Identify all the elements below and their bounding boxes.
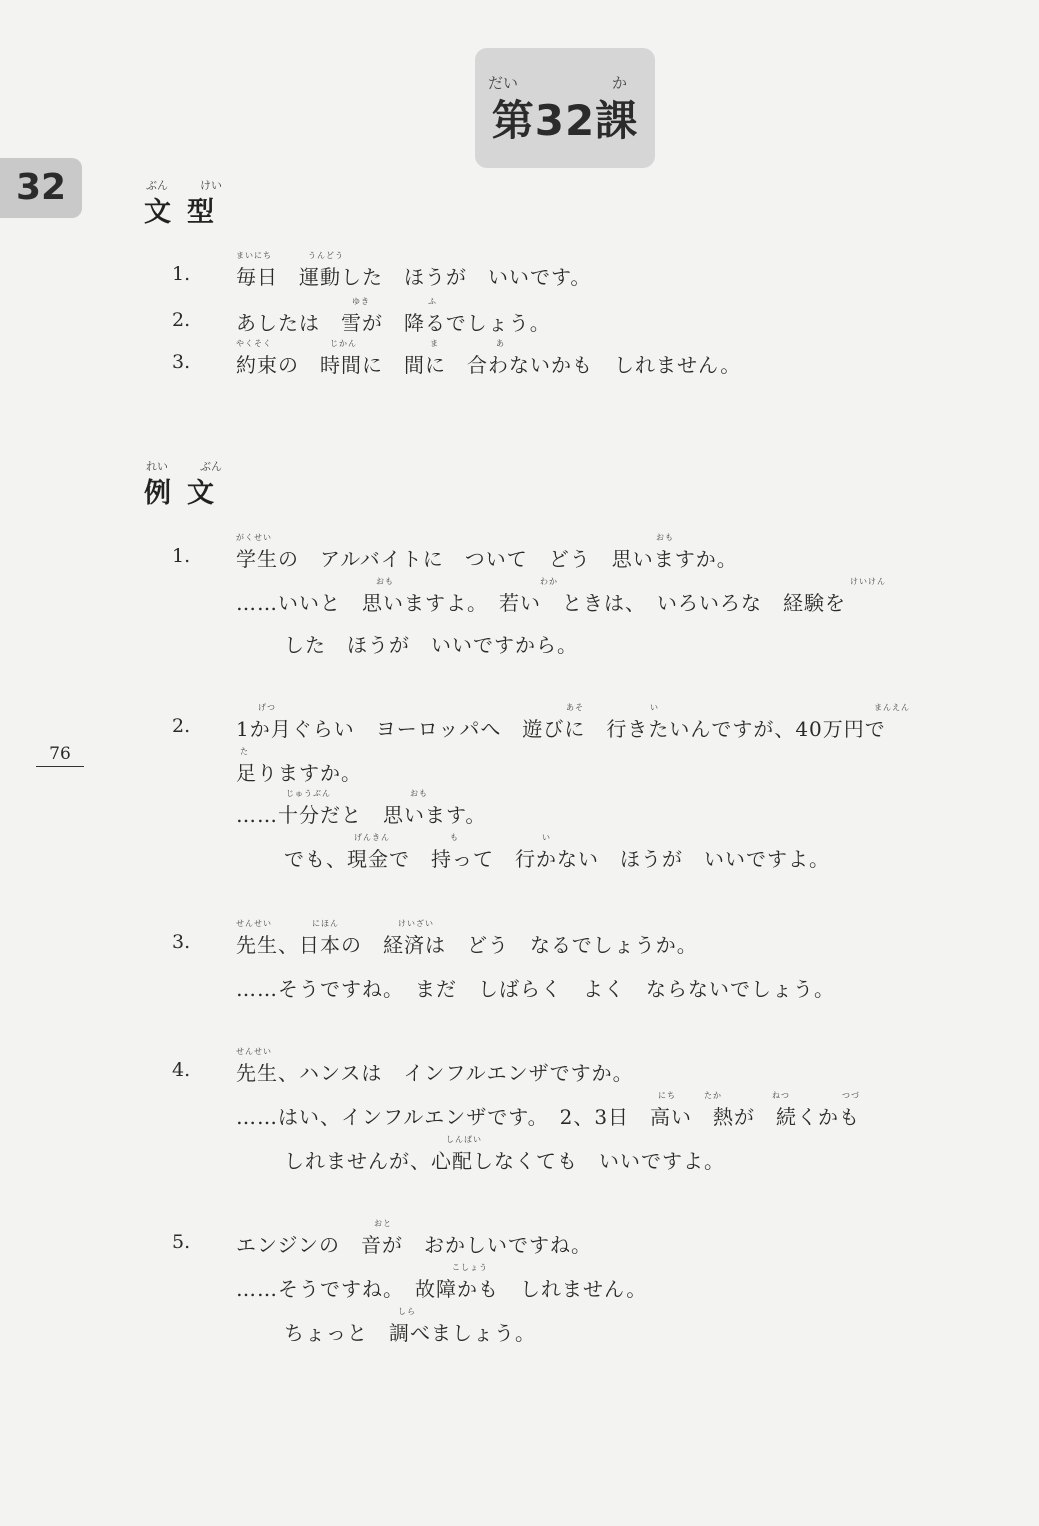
ruby: けいざい	[398, 919, 434, 928]
reibun-furigana-bun: ぶん	[200, 460, 222, 473]
ruby: じかん	[330, 339, 357, 348]
bunkei-furigana-kei: けい	[200, 179, 222, 192]
example-number: 1.	[172, 545, 191, 567]
ruby: けいけん	[850, 577, 886, 586]
ruby: がくせい	[236, 533, 272, 542]
example-line: しれませんが、心配しなくても いいですよ。	[284, 1149, 725, 1173]
ruby: じゅうぶん	[286, 789, 331, 798]
ruby: おも	[376, 577, 394, 586]
ruby: にほん	[312, 919, 339, 928]
example-line: 学生の アルバイトに ついて どう 思いますか。	[236, 547, 738, 571]
ruby: げんきん	[354, 833, 390, 842]
ruby: わか	[540, 577, 558, 586]
ruby: まいにち	[236, 251, 272, 260]
chapter-side-tab: 32	[0, 158, 82, 218]
ruby: たか	[704, 1091, 722, 1100]
ruby: しら	[398, 1307, 416, 1316]
section-heading-reibun: 例文	[144, 478, 230, 509]
reibun-furigana-rei: れい	[146, 460, 168, 473]
ruby: うんどう	[308, 251, 344, 260]
ruby: まんえん	[874, 703, 910, 712]
ruby: やくそく	[236, 339, 272, 348]
example-line: エンジンの 音が おかしいですね。	[236, 1233, 592, 1257]
lesson-title: 第32課	[491, 96, 639, 145]
example-number: 2.	[172, 715, 191, 737]
example-number: 4.	[172, 1059, 191, 1081]
example-line: ……そうですね。 まだ しばらく よく ならないでしょう。	[236, 977, 835, 1001]
ruby: せんせい	[236, 919, 272, 928]
ruby: せんせい	[236, 1047, 272, 1056]
ruby: ゆき	[352, 297, 370, 306]
ruby: しんぱい	[446, 1135, 482, 1144]
example-line: でも、現金で 持って 行かない ほうが いいですよ。	[284, 847, 830, 871]
ruby: い	[650, 703, 659, 712]
example-line: 先生、日本の 経済は どう なるでしょうか。	[236, 933, 698, 957]
example-line: 先生、ハンスは インフルエンザですか。	[236, 1061, 634, 1085]
ruby: ねつ	[772, 1091, 790, 1100]
ruby: ま	[430, 339, 439, 348]
ruby: おも	[656, 533, 674, 542]
example-line: 足りますか。	[236, 761, 362, 785]
ruby: げつ	[258, 703, 276, 712]
lesson-furigana-dai: だい	[488, 74, 519, 92]
ruby: い	[542, 833, 551, 842]
ruby: おも	[410, 789, 428, 798]
ruby: た	[240, 747, 249, 756]
example-line: ……十分だと 思います。	[236, 803, 487, 827]
bunkei-furigana-bun: ぶん	[146, 179, 168, 192]
bunkei-sentence: 毎日 運動した ほうが いいです。	[236, 265, 592, 289]
bunkei-sentence: 約束の 時間に 間に 合わないかも しれません。	[236, 353, 742, 377]
example-line: 1か月ぐらい ヨーロッパへ 遊びに 行きたいんですが、40万円で	[236, 717, 886, 741]
example-line: ……いいと 思いますよ。 若い ときは、 いろいろな 経験を	[236, 591, 846, 615]
ruby: あそ	[566, 703, 584, 712]
example-line: ……そうですね。 故障かも しれません。	[236, 1277, 648, 1301]
page-number: 76	[36, 744, 84, 767]
ruby: も	[450, 833, 459, 842]
ruby: おと	[374, 1219, 392, 1228]
section-heading-bunkei: 文型	[144, 197, 230, 228]
sentence-number: 1.	[172, 263, 191, 285]
bunkei-sentence: あしたは 雪が 降るでしょう。	[236, 311, 551, 335]
ruby: にち	[658, 1091, 676, 1100]
example-line: ちょっと 調べましょう。	[284, 1321, 536, 1345]
example-line: した ほうが いいですから。	[284, 633, 578, 657]
lesson-furigana-ka: か	[612, 74, 628, 92]
example-number: 5.	[172, 1231, 191, 1253]
sentence-number: 3.	[172, 351, 191, 373]
sentence-number: 2.	[172, 309, 191, 331]
example-line: ……はい、インフルエンザです。 2、3日 高い 熱が 続くかも	[236, 1105, 861, 1129]
ruby: あ	[496, 339, 505, 348]
ruby: つづ	[842, 1091, 860, 1100]
example-number: 3.	[172, 931, 191, 953]
ruby: こしょう	[452, 1263, 488, 1272]
ruby: ふ	[428, 297, 437, 306]
